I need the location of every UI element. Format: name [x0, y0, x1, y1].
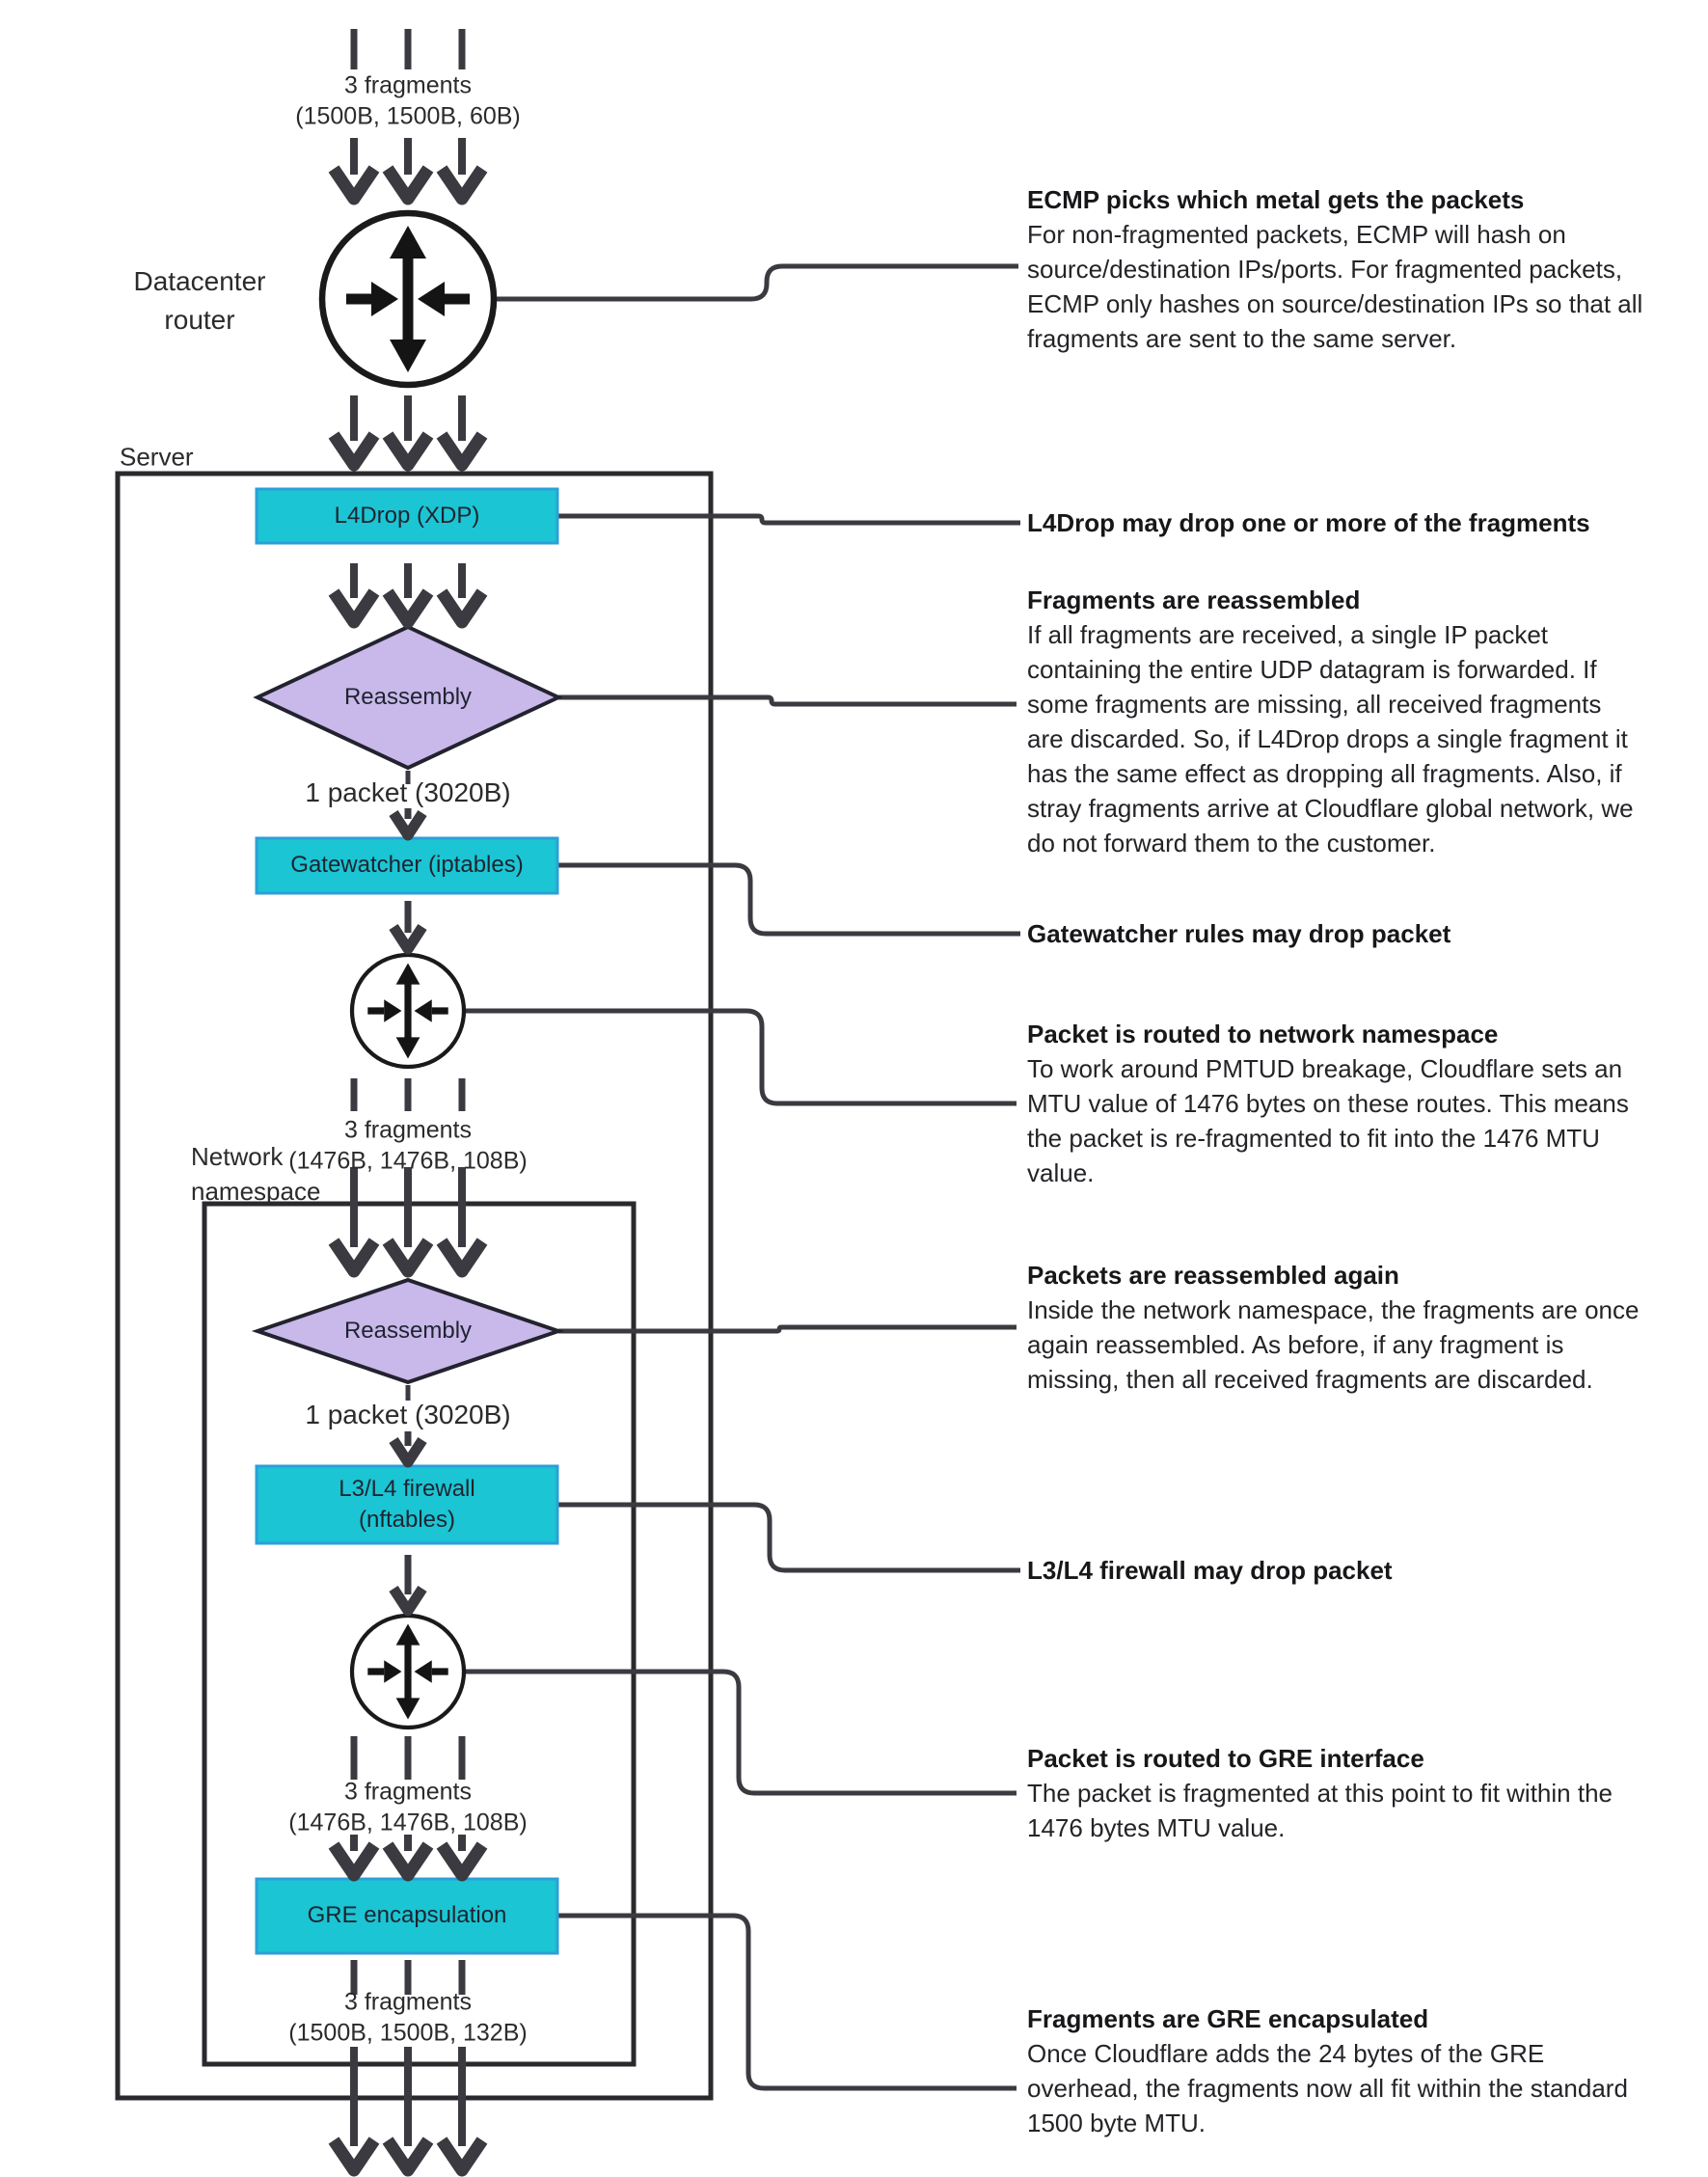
annotation-line: has the same effect as dropping all fragments. Also, if	[1027, 759, 1622, 788]
annotation-gatewatcher	[1027, 916, 1450, 951]
annotation-heading: Packet is routed to GRE interface	[1027, 1744, 1424, 1773]
router-icon-datacenter	[322, 213, 494, 385]
annotation-line: containing the entire UDP datagram is forwarded. If	[1027, 655, 1597, 684]
annotation-line: To work around PMTUD breakage, Cloudflare sets an	[1027, 1054, 1623, 1083]
network-namespace-label: namespace	[191, 1177, 321, 1206]
annotation-connector	[464, 1011, 1017, 1103]
node-label-l3l4-firewall: (nftables)	[358, 1507, 456, 1533]
annotation-line: Inside the network namespace, the fragments are once	[1027, 1295, 1640, 1324]
network-namespace-label: Network	[191, 1142, 284, 1171]
fragments-sizes: (1476B, 1476B, 108B)	[288, 1809, 528, 1837]
annotation-line: MTU value of 1476 bytes on these routes. This means	[1027, 1089, 1629, 1118]
annotation-line: For non-fragmented packets, ECMP will hash on	[1027, 220, 1566, 249]
node-label-l3l4-firewall: L3/L4 firewall	[339, 1476, 475, 1502]
annotation-line: 1476 bytes MTU value.	[1027, 1813, 1286, 1842]
annotation-heading: ECMP picks which metal gets the packets	[1027, 185, 1525, 214]
annotation-heading: Fragments are GRE encapsulated	[1027, 2004, 1429, 2033]
node-label-reassembly-2: Reassembly	[343, 1318, 473, 1344]
annotation-line: The packet is fragmented at this point to fit within the	[1027, 1779, 1613, 1808]
annotation-heading: Gatewatcher rules may drop packet	[1027, 919, 1451, 948]
annotation-line: the packet is re-fragmented to fit into the 1476 MTU	[1027, 1124, 1600, 1153]
annotation-line: are discarded. So, if L4Drop drops a single fragment it	[1027, 724, 1628, 753]
annotation-connector	[558, 697, 1017, 704]
annotation-line: source/destination IPs/ports. For fragmented packets,	[1027, 255, 1623, 284]
annotation-heading: Packet is routed to network namespace	[1027, 1020, 1499, 1048]
fragments-sizes: (1476B, 1476B, 108B)	[288, 1147, 528, 1175]
annotation-connector	[558, 1327, 1017, 1331]
annotation-connector	[464, 1672, 1017, 1793]
node-label-gre: GRE encapsulation	[307, 1902, 507, 1928]
annotation-gre-encapsulated	[1027, 2001, 1628, 2140]
datacenter-router-label: router	[164, 305, 235, 335]
annotation-line: ECMP only hashes on source/destination IPs so that all	[1027, 289, 1643, 318]
annotation-l3l4	[1027, 1553, 1393, 1588]
annotation-connector	[494, 266, 1018, 299]
annotation-routed-gre	[1027, 1741, 1613, 1845]
packet-caption-2: 1 packet (3020B)	[305, 1400, 511, 1429]
annotation-line: overhead, the fragments now all fit within the standard	[1027, 2074, 1628, 2103]
annotation-line: 1500 byte MTU.	[1027, 2109, 1206, 2137]
annotation-heading: Packets are reassembled again	[1027, 1261, 1399, 1290]
packet-caption: 1 packet (3020B)	[305, 777, 511, 807]
fragments-caption: 3 fragments	[343, 1778, 473, 1806]
annotation-line: stray fragments arrive at Cloudflare global network, we	[1027, 794, 1634, 823]
router-icon-route-to-namespace	[352, 955, 464, 1067]
node-label-l4drop: L4Drop (XDP)	[334, 503, 480, 529]
annotation-line: fragments are sent to the same server.	[1027, 324, 1457, 353]
annotation-connector	[557, 865, 1020, 934]
annotation-heading: Fragments are reassembled	[1027, 585, 1361, 614]
annotation-line: value.	[1027, 1158, 1095, 1187]
annotation-line: do not forward them to the customer.	[1027, 829, 1436, 857]
fragments-sizes: (1500B, 1500B, 60B)	[295, 102, 521, 130]
annotation-l4drop	[1027, 505, 1590, 540]
annotation-heading: L4Drop may drop one or more of the fragments	[1027, 508, 1590, 537]
fragments-caption: 3 fragments	[343, 71, 473, 99]
router-icon-route-to-gre	[352, 1616, 464, 1728]
annotation-line: some fragments are missing, all received fragments	[1027, 690, 1602, 719]
datacenter-router-label: Datacenter	[133, 266, 266, 296]
annotation-line: missing, then all received fragments are discarded.	[1027, 1365, 1593, 1394]
annotation-connector	[557, 516, 1020, 523]
server-box-label: Server	[120, 442, 194, 472]
annotation-reassembled	[1027, 583, 1634, 860]
annotation-connector	[557, 1505, 1020, 1570]
annotation-ecmp	[1027, 182, 1642, 356]
annotation-reassembled-again	[1027, 1258, 1639, 1397]
annotation-line: Once Cloudflare adds the 24 bytes of the GRE	[1027, 2039, 1545, 2068]
node-label-gatewatcher: Gatewatcher (iptables)	[290, 852, 524, 878]
annotation-routed-namespace	[1027, 1017, 1629, 1190]
annotation-line: again reassembled. As before, if any fragment is	[1027, 1330, 1564, 1359]
fragments-caption: 3 fragments	[343, 1116, 473, 1144]
node-label-reassembly: Reassembly	[343, 684, 473, 710]
fragments-sizes: (1500B, 1500B, 132B)	[288, 2019, 528, 2047]
annotation-line: If all fragments are received, a single IP packet	[1027, 620, 1549, 649]
fragments-caption: 3 fragments	[343, 1988, 473, 2016]
annotation-heading: L3/L4 firewall may drop packet	[1027, 1556, 1393, 1585]
